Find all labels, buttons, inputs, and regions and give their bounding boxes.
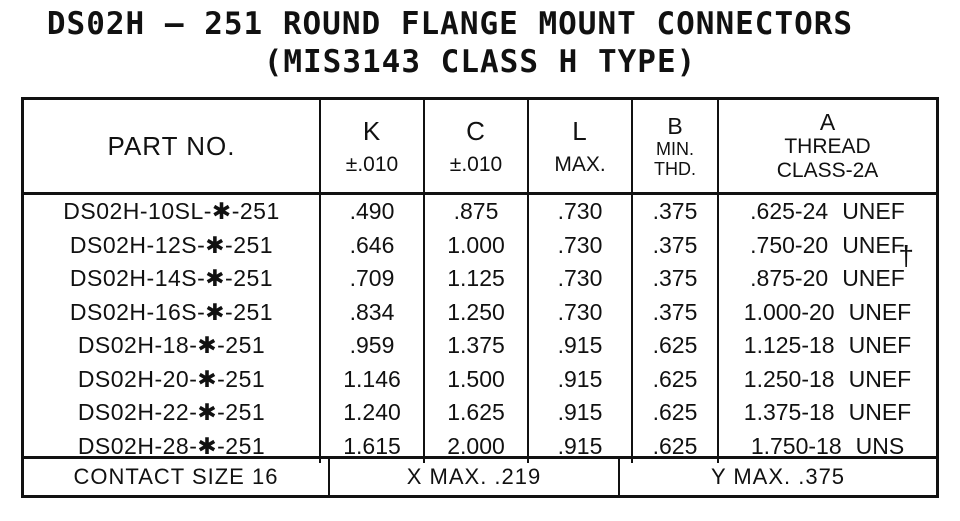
thread-type: UNEF xyxy=(842,265,905,292)
k-cell: .959 xyxy=(320,329,424,363)
header-b-line1: MIN. xyxy=(656,139,694,159)
table-footer xyxy=(24,456,936,495)
table-row xyxy=(24,396,936,430)
k-cell: .646 xyxy=(320,229,424,263)
l-cell: .730 xyxy=(528,262,632,296)
b-cell: .625 xyxy=(632,329,718,363)
k-cell: 1.146 xyxy=(320,363,424,397)
header-b-line2: THD. xyxy=(654,159,696,179)
l-cell: .730 xyxy=(528,194,632,229)
header-l-label: L xyxy=(572,115,588,146)
c-cell: 1.500 xyxy=(424,363,528,397)
l-cell: .915 xyxy=(528,329,632,363)
b-cell: .375 xyxy=(632,262,718,296)
header-a-line1: THREAD xyxy=(784,135,871,158)
thread-type: UNEF xyxy=(848,365,912,392)
thread-cell xyxy=(718,329,936,363)
header-c xyxy=(424,100,528,194)
header-part-no-label: PART NO. xyxy=(107,130,236,161)
c-cell: 2.000 xyxy=(424,430,528,464)
thread-size: 1.750-18 xyxy=(750,432,842,459)
thread-size: .875-20 xyxy=(750,265,829,292)
k-cell: 1.615 xyxy=(320,430,424,464)
k-cell: .490 xyxy=(320,194,424,229)
thread-cell xyxy=(718,363,936,397)
thread-size: 1.000-20 xyxy=(743,298,835,325)
header-a-line2: CLASS-2A xyxy=(776,159,879,182)
b-cell: .375 xyxy=(632,296,718,330)
header-b xyxy=(632,100,718,194)
thread-type: UNEF xyxy=(848,332,912,359)
thread-size: .750-20 xyxy=(750,231,829,258)
thread-type: UNEF xyxy=(842,231,905,258)
header-l-tol: MAX. xyxy=(554,152,606,176)
b-cell: .625 xyxy=(632,396,718,430)
l-cell: .730 xyxy=(528,229,632,263)
c-cell: 1.125 xyxy=(424,262,528,296)
l-cell: .915 xyxy=(528,396,632,430)
thread-cell xyxy=(718,396,936,430)
part-number-cell: DS02H-20-✱-251 xyxy=(24,363,320,397)
contact-size-note: CONTACT SIZE 16 xyxy=(24,459,330,495)
table-row xyxy=(24,363,936,397)
b-cell: .375 xyxy=(632,194,718,229)
thread-type: UNEF xyxy=(842,198,905,225)
b-cell: .375 xyxy=(632,229,718,263)
thread-type: UNEF xyxy=(848,399,912,426)
header-c-tol: ±.010 xyxy=(449,152,503,176)
k-cell: .709 xyxy=(320,262,424,296)
b-cell: .625 xyxy=(632,430,718,464)
part-number-cell: DS02H-12S-✱-251 xyxy=(24,229,320,263)
c-cell: .875 xyxy=(424,194,528,229)
c-cell: 1.625 xyxy=(424,396,528,430)
table-row xyxy=(24,194,936,229)
header-k-label: K xyxy=(362,115,382,146)
header-k-tol: ±.010 xyxy=(345,152,399,176)
thread-type: UNS xyxy=(855,432,905,459)
thread-size: 1.250-18 xyxy=(743,365,835,392)
y-max-note: Y MAX. .375 xyxy=(710,464,846,489)
part-number-cell: DS02H-16S-✱-251 xyxy=(24,296,320,330)
header-row xyxy=(24,100,936,194)
thread-size: 1.375-18 xyxy=(743,399,835,426)
title-line-2: (MIS3143 CLASS H TYPE) xyxy=(263,44,697,80)
header-part-no xyxy=(24,100,320,194)
b-cell: .625 xyxy=(632,363,718,397)
part-number-cell: DS02H-28-✱-251 xyxy=(24,430,320,464)
table-row xyxy=(24,229,936,263)
header-a-label: A xyxy=(819,109,836,135)
thread-cell xyxy=(718,296,936,330)
thread-cell xyxy=(718,194,936,229)
header-l xyxy=(528,100,632,194)
k-cell: 1.240 xyxy=(320,396,424,430)
table-row xyxy=(24,296,936,330)
part-number-cell: DS02H-10SL-✱-251 xyxy=(24,194,320,229)
title-line-1: DS02H – 251 ROUND FLANGE MOUNT CONNECTORS xyxy=(46,6,854,42)
table-row xyxy=(24,329,936,363)
spec-table xyxy=(24,100,936,463)
l-cell: .915 xyxy=(528,430,632,464)
l-cell: .730 xyxy=(528,296,632,330)
header-c-label: C xyxy=(466,115,486,146)
dagger-mark: † xyxy=(898,240,914,271)
header-b-label: B xyxy=(667,113,683,139)
l-cell: .915 xyxy=(528,363,632,397)
thread-type: UNEF xyxy=(848,298,912,325)
header-a xyxy=(718,100,936,194)
part-number-cell: DS02H-14S-✱-251 xyxy=(24,262,320,296)
x-max-note: X MAX. .219 xyxy=(330,459,620,495)
part-number-cell: DS02H-18-✱-251 xyxy=(24,329,320,363)
c-cell: 1.000 xyxy=(424,229,528,263)
part-number-cell: DS02H-22-✱-251 xyxy=(24,396,320,430)
c-cell: 1.250 xyxy=(424,296,528,330)
spec-table-frame xyxy=(21,97,939,498)
table-row xyxy=(24,262,936,296)
header-k xyxy=(320,100,424,194)
c-cell: 1.375 xyxy=(424,329,528,363)
thread-size: .625-24 xyxy=(750,198,829,225)
thread-size: 1.125-18 xyxy=(743,332,835,359)
k-cell: .834 xyxy=(320,296,424,330)
